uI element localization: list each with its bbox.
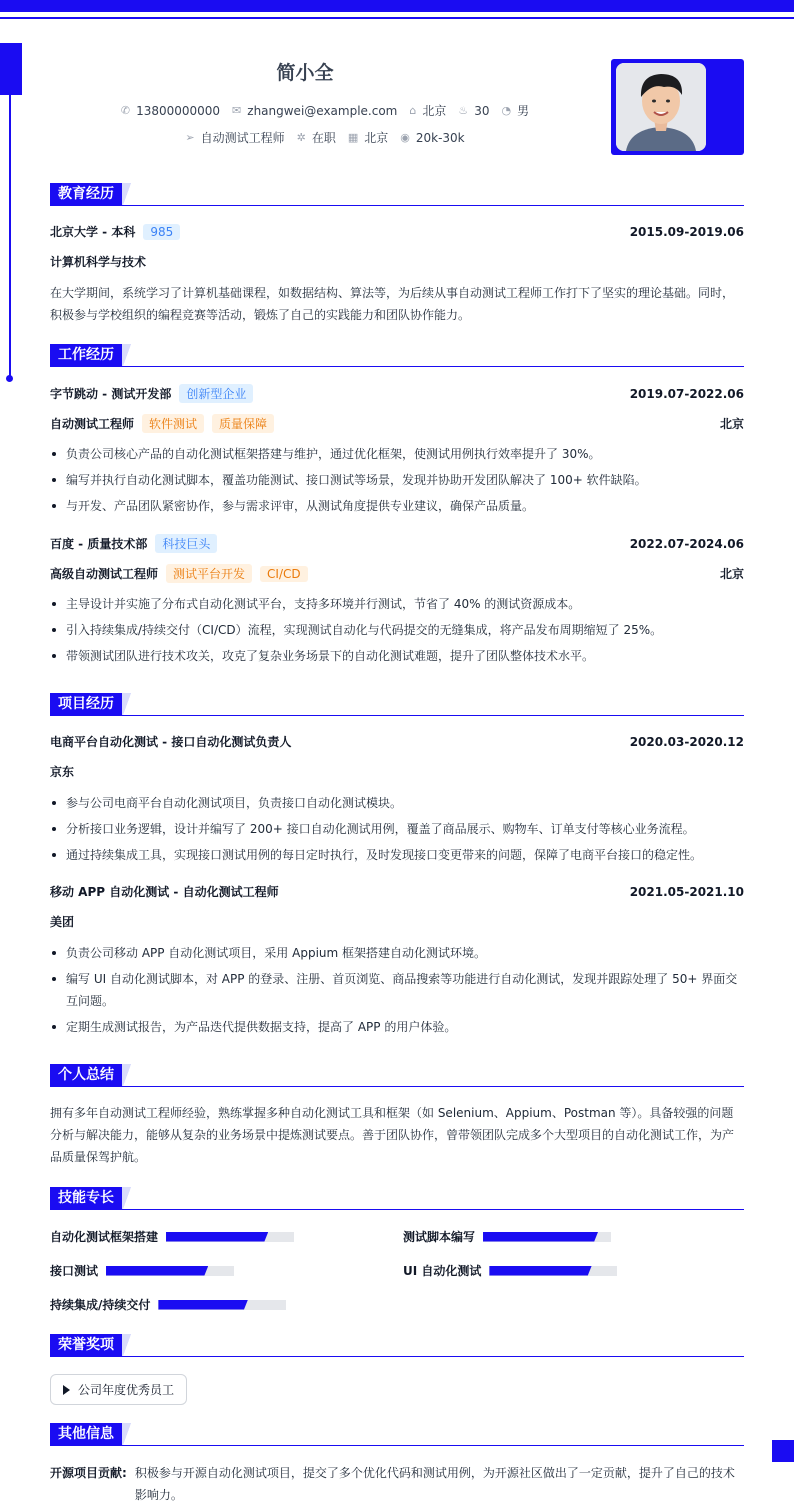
section-divider	[50, 1356, 744, 1357]
photo-frame	[611, 59, 744, 155]
job-2-bullet: 带领测试团队进行技术攻关，攻克了复杂业务场景下的自动化测试难题，提升了团队整体技术水平。	[50, 645, 744, 667]
job-1-tag-1: 软件测试	[142, 414, 204, 433]
job-1-header-row	[50, 384, 744, 403]
skill-item	[403, 1262, 617, 1279]
candidate-name: 简小全	[276, 62, 334, 84]
education-school: 北京大学 - 本科	[50, 225, 136, 239]
job-2-period: 2022.07-2024.06	[629, 536, 744, 551]
project-1-header-row	[50, 733, 744, 750]
honors-section-title	[50, 1334, 134, 1356]
job-2-header-row	[50, 534, 744, 553]
skill-bar	[106, 1266, 234, 1276]
job-1-position: 自动测试工程师	[50, 417, 135, 431]
project-1-bullet: 通过持续集成工具，实现接口测试用例的每日定时执行，及时发现接口变更带来的问题，保障了电商平台接口的稳定性。	[50, 844, 744, 866]
education-tag: 985	[143, 224, 180, 240]
project-1-period: 2020.03-2020.12	[629, 734, 744, 749]
honors-title: 荣誉奖项	[50, 1334, 122, 1356]
job-1-position-row	[50, 414, 744, 433]
skill-bar	[489, 1266, 617, 1276]
status-value: 在职	[311, 131, 336, 145]
job-1-city: 北京	[719, 417, 744, 431]
phone-item	[121, 102, 220, 119]
gender-icon: ◔	[501, 104, 512, 117]
job-2-position-row	[50, 564, 744, 583]
title-tail	[122, 1187, 134, 1209]
title-tail	[122, 183, 134, 205]
gender-item	[502, 102, 530, 119]
skill-item	[403, 1228, 611, 1245]
job-2-company: 百度 - 质量技术部	[50, 537, 148, 551]
summary-title: 个人总结	[50, 1064, 122, 1086]
work-title: 工作经历	[50, 344, 122, 366]
target-job-value: 自动测试工程师	[200, 131, 285, 145]
avatar-portrait	[616, 63, 706, 151]
target-job-item	[185, 129, 284, 146]
section-divider	[50, 715, 744, 716]
section-divider	[50, 205, 744, 206]
coin-icon: ◉	[400, 131, 410, 144]
other-label: 开源项目贡献:	[50, 1466, 127, 1480]
play-triangle-icon	[63, 1385, 70, 1395]
summary-text: 拥有多年自动测试工程师经验，熟练掌握多种自动化测试工具和框架（如 Selenium、Appium、Postman 等）。具备较强的问题分析与解决能力，能够从复杂的业务场景中提炼测试要点。善于团队协作，曾带领团队完成多个大型项目的自动化测试工作，为产品质量保驾护航。	[50, 1106, 735, 1164]
home-icon: ⌂	[409, 104, 417, 117]
project-2-company-row	[50, 913, 744, 930]
salary-item	[400, 129, 464, 146]
skill-bar	[166, 1232, 294, 1242]
status-icon: ✲	[296, 131, 306, 144]
job-1-company-tag: 创新型企业	[179, 384, 253, 403]
project-1-company: 京东	[50, 765, 75, 779]
skill-bar	[158, 1300, 286, 1310]
job-2-position-group	[50, 564, 308, 583]
right-accent-block	[772, 1440, 794, 1462]
project-title: 项目经历	[50, 693, 122, 715]
other-info-row	[50, 1462, 744, 1506]
project-1-bullet: 参与公司电商平台自动化测试项目，负责接口自动化测试模块。	[50, 792, 744, 814]
job-1-bullet: 负责公司核心产品的自动化测试框架搭建与维护，通过优化框架，使测试用例执行效率提升了 30%。	[50, 443, 744, 465]
job-1-tag-2: 质量保障	[212, 414, 274, 433]
cake-icon: ♨	[458, 104, 469, 117]
job-2-company-group	[50, 534, 217, 553]
job-1-company: 字节跳动 - 测试开发部	[50, 387, 172, 401]
job-2-tag-1: 测试平台开发	[166, 564, 252, 583]
job-1-bullet: 编写并执行自动化测试脚本，覆盖功能测试、接口测试等场景，发现并协助开发团队解决了 100+ 软件缺陷。	[50, 469, 744, 491]
skill-bar-fill	[489, 1266, 591, 1276]
salary-value: 20k-30k	[415, 130, 465, 145]
mail-icon: ✉	[232, 104, 242, 117]
status-item	[297, 129, 336, 146]
education-period: 2015.09-2019.06	[629, 224, 744, 239]
skill-item	[50, 1228, 294, 1245]
project-2-bullet: 负责公司移动 APP 自动化测试项目，采用 Appium 框架搭建自动化测试环境。	[50, 942, 744, 964]
project-2-bullet: 编写 UI 自动化测试脚本，对 APP 的登录、注册、首页浏览、商品搜索等功能进行自动化测试，发现并跟踪处理了 50+ 界面交互问题。	[50, 968, 744, 1012]
job-2-bullet: 主导设计并实施了分布式自动化测试平台，支持多环境并行测试，节省了 40% 的测试资源成本。	[50, 593, 744, 615]
project-2-period: 2021.05-2021.10	[629, 884, 744, 899]
skill-item	[50, 1262, 234, 1279]
project-2-bullet: 定期生成测试报告，为产品迭代提供数据支持，提高了 APP 的用户体验。	[50, 1016, 744, 1038]
project-section-title	[50, 693, 134, 715]
email-value: zhangwei@example.com	[247, 103, 398, 118]
education-title: 教育经历	[50, 183, 122, 205]
title-tail	[122, 1334, 134, 1356]
section-divider	[50, 366, 744, 367]
title-tail	[122, 344, 134, 366]
title-tail	[122, 693, 134, 715]
phone-icon: ✆	[120, 104, 131, 117]
work-section-title	[50, 344, 134, 366]
contact-row	[60, 102, 590, 119]
education-major: 计算机科学与技术	[50, 255, 147, 269]
job-1-company-group	[50, 384, 253, 403]
left-timeline-dot	[6, 375, 13, 382]
job-1-position-group	[50, 414, 274, 433]
email-item	[232, 102, 397, 119]
hometown-item	[409, 102, 446, 119]
job-1-bullet: 与开发、产品团队紧密协作，参与需求评审，从测试角度提供专业建议，确保产品质量。	[50, 495, 744, 517]
education-major-row	[50, 253, 744, 270]
skill-bar-fill	[483, 1232, 598, 1242]
other-section-title	[50, 1423, 134, 1445]
award-item[interactable]	[50, 1374, 187, 1405]
summary-section-title	[50, 1064, 134, 1086]
section-divider	[50, 1209, 744, 1210]
section-divider	[50, 1445, 744, 1446]
skill-name: 测试脚本编写	[403, 1230, 476, 1244]
project-2-name: 移动 APP 自动化测试 - 自动化测试工程师	[50, 885, 279, 899]
other-title: 其他信息	[50, 1423, 122, 1445]
title-tail	[122, 1423, 134, 1445]
project-2-header-row	[50, 883, 744, 900]
section-divider	[50, 1086, 744, 1087]
top-accent-bar	[0, 0, 794, 12]
job-2-city: 北京	[719, 567, 744, 581]
skill-name: 自动化测试框架搭建	[50, 1230, 159, 1244]
age-value: 30	[474, 103, 490, 118]
project-2-company: 美团	[50, 915, 75, 929]
hometown-value: 北京	[422, 104, 447, 118]
award-name: 公司年度优秀员工	[78, 1383, 175, 1397]
age-item	[458, 102, 489, 119]
education-section-title	[50, 183, 134, 205]
job-2-company-tag: 科技巨头	[155, 534, 217, 553]
target-city-item	[348, 129, 388, 146]
job-intent-row	[60, 129, 590, 146]
skill-name: 接口测试	[50, 1264, 99, 1278]
education-header-row	[50, 223, 744, 240]
skill-bar-fill	[166, 1232, 268, 1242]
send-icon: ➢	[185, 131, 195, 144]
skill-bar-fill	[106, 1266, 208, 1276]
skill-name: 持续集成/持续交付	[50, 1298, 151, 1312]
skills-section-title	[50, 1187, 134, 1209]
building-icon: ▦	[347, 131, 359, 144]
education-school-group	[50, 223, 180, 240]
other-text: 积极参与开源自动化测试项目，提交了多个优化代码和测试用例，为开源社区做出了一定贡献，提升了自己的技术影响力。	[134, 1466, 735, 1502]
skill-name: UI 自动化测试	[403, 1264, 482, 1278]
avatar	[616, 63, 706, 151]
project-1-company-row	[50, 763, 744, 780]
education-description: 在大学期间，系统学习了计算机基础课程，如数据结构、算法等，为后续从事自动测试工程师工作打下了坚实的理论基础。同时，积极参与学校组织的编程竞赛等活动，锻炼了自己的实践能力和团队协作能力。	[50, 286, 735, 322]
job-1-period: 2019.07-2022.06	[629, 386, 744, 401]
project-1-bullet: 分析接口业务逻辑，设计并编写了 200+ 接口自动化测试用例，覆盖了商品展示、购物车、订单支付等核心业务流程。	[50, 818, 744, 840]
left-timeline-line	[9, 95, 11, 378]
skill-bar-fill	[158, 1300, 248, 1310]
phone-value: 13800000000	[136, 103, 221, 118]
title-tail	[122, 1064, 134, 1086]
skill-bar	[483, 1232, 611, 1242]
target-city-value: 北京	[364, 131, 389, 145]
job-2-position: 高级自动测试工程师	[50, 567, 159, 581]
skill-item	[50, 1296, 286, 1313]
job-2-tag-2: CI/CD	[260, 566, 308, 582]
top-accent-line	[0, 17, 794, 19]
skills-title: 技能专长	[50, 1187, 122, 1209]
job-2-bullet: 引入持续集成/持续交付（CI/CD）流程，实现测试自动化与代码提交的无缝集成，将产品发布周期缩短了 25%。	[50, 619, 744, 641]
gender-value: 男	[517, 104, 530, 118]
project-1-name: 电商平台自动化测试 - 接口自动化测试负责人	[50, 735, 292, 749]
